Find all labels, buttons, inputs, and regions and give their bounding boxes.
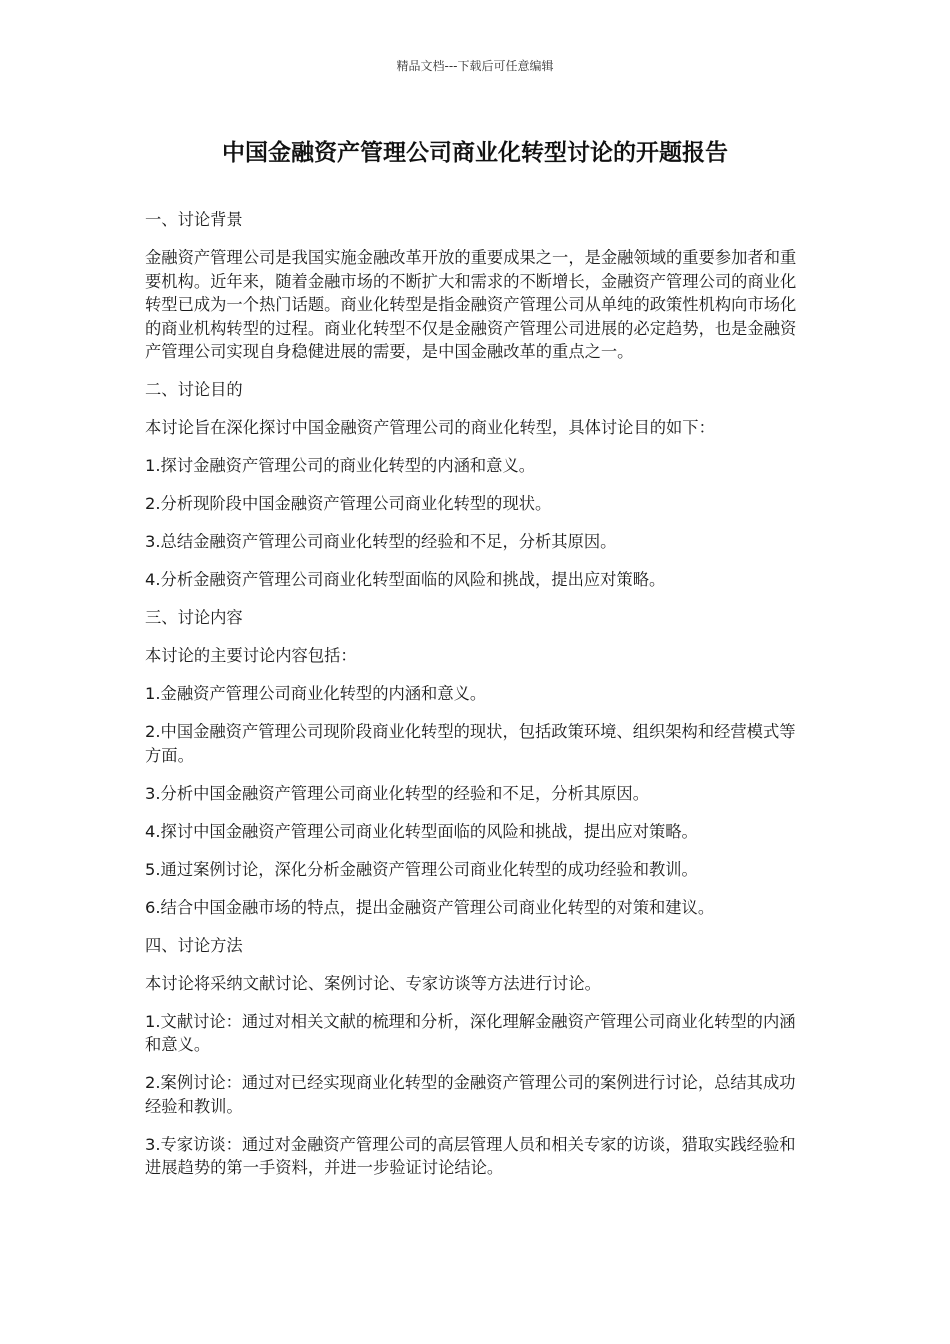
- section-heading: 一、讨论背景: [145, 210, 243, 229]
- list-item: 3.总结金融资产管理公司商业化转型的经验和不足，分析其原因。: [145, 532, 617, 551]
- paragraph: 本讨论旨在深化探讨中国金融资产管理公司的商业化转型，具体讨论目的如下：: [145, 418, 715, 437]
- list-item: 2.中国金融资产管理公司现阶段商业化转型的现状，包括政策环境、组织架构和经营模式等方面。: [145, 722, 796, 765]
- list-item: 1.金融资产管理公司商业化转型的内涵和意义。: [145, 684, 487, 703]
- document-title: 中国金融资产管理公司商业化转型讨论的开题报告: [222, 140, 728, 166]
- list-item: 4.探讨中国金融资产管理公司商业化转型面临的风险和挑战，提出应对策略。: [145, 821, 698, 841]
- section-content: [145, 606, 797, 919]
- paragraph: 金融资产管理公司是我国实施金融改革开放的重要成果之一，是金融领域的重要参加者和重要机构。近年来，随着金融市场的不断扩大和需求的不断增长，金融资产管理公司的商业化转型已成为一个热门话题。商业化转型是指金融资产管理公司从单纯的政策性机构向市场化的商业机构转型的过程。商业化转型不仅是金融资产管理公司进展的必定趋势，也是金融资产管理公司实现自身稳健进展的需要，是中国金融改革的重点之一。: [145, 248, 797, 361]
- section-heading: 四、讨论方法: [145, 935, 243, 955]
- list-item: 4.分析金融资产管理公司商业化转型面临的风险和挑战，提出应对策略。: [145, 570, 666, 589]
- paragraph: 本讨论将采纳文献讨论、案例讨论、专家访谈等方法进行讨论。: [145, 973, 601, 993]
- document-body: [145, 208, 797, 1194]
- list-item: 1.探讨金融资产管理公司的商业化转型的内涵和意义。: [145, 456, 536, 475]
- list-item: 6.结合中国金融市场的特点，提出金融资产管理公司商业化转型的对策和建议。: [145, 897, 715, 917]
- list-item: 5.通过案例讨论，深化分析金融资产管理公司商业化转型的成功经验和教训。: [145, 859, 698, 879]
- section-method: [145, 934, 797, 1180]
- section-purpose: [145, 378, 797, 592]
- list-item: 1.文献讨论：通过对相关文献的梳理和分析，深化理解金融资产管理公司商业化转型的内涵和意义。: [145, 1011, 796, 1054]
- list-item: 2.案例讨论：通过对已经实现商业化转型的金融资产管理公司的案例进行讨论，总结其成功经验和教训。: [145, 1073, 796, 1116]
- list-item: 3.专家访谈：通过对金融资产管理公司的高层管理人员和相关专家的访谈，猎取实践经验和进展趋势的第一手资料，并进一步验证讨论结论。: [145, 1134, 796, 1177]
- list-item: 3.分析中国金融资产管理公司商业化转型的经验和不足，分析其原因。: [145, 783, 649, 803]
- section-heading: 二、讨论目的: [145, 380, 243, 399]
- section-heading: 三、讨论内容: [145, 608, 243, 627]
- paragraph: 本讨论的主要讨论内容包括：: [145, 646, 357, 665]
- list-item: 2.分析现阶段中国金融资产管理公司商业化转型的现状。: [145, 494, 552, 513]
- header-watermark: 精品文档---下载后可任意编辑: [396, 59, 554, 73]
- section-background: [145, 208, 797, 364]
